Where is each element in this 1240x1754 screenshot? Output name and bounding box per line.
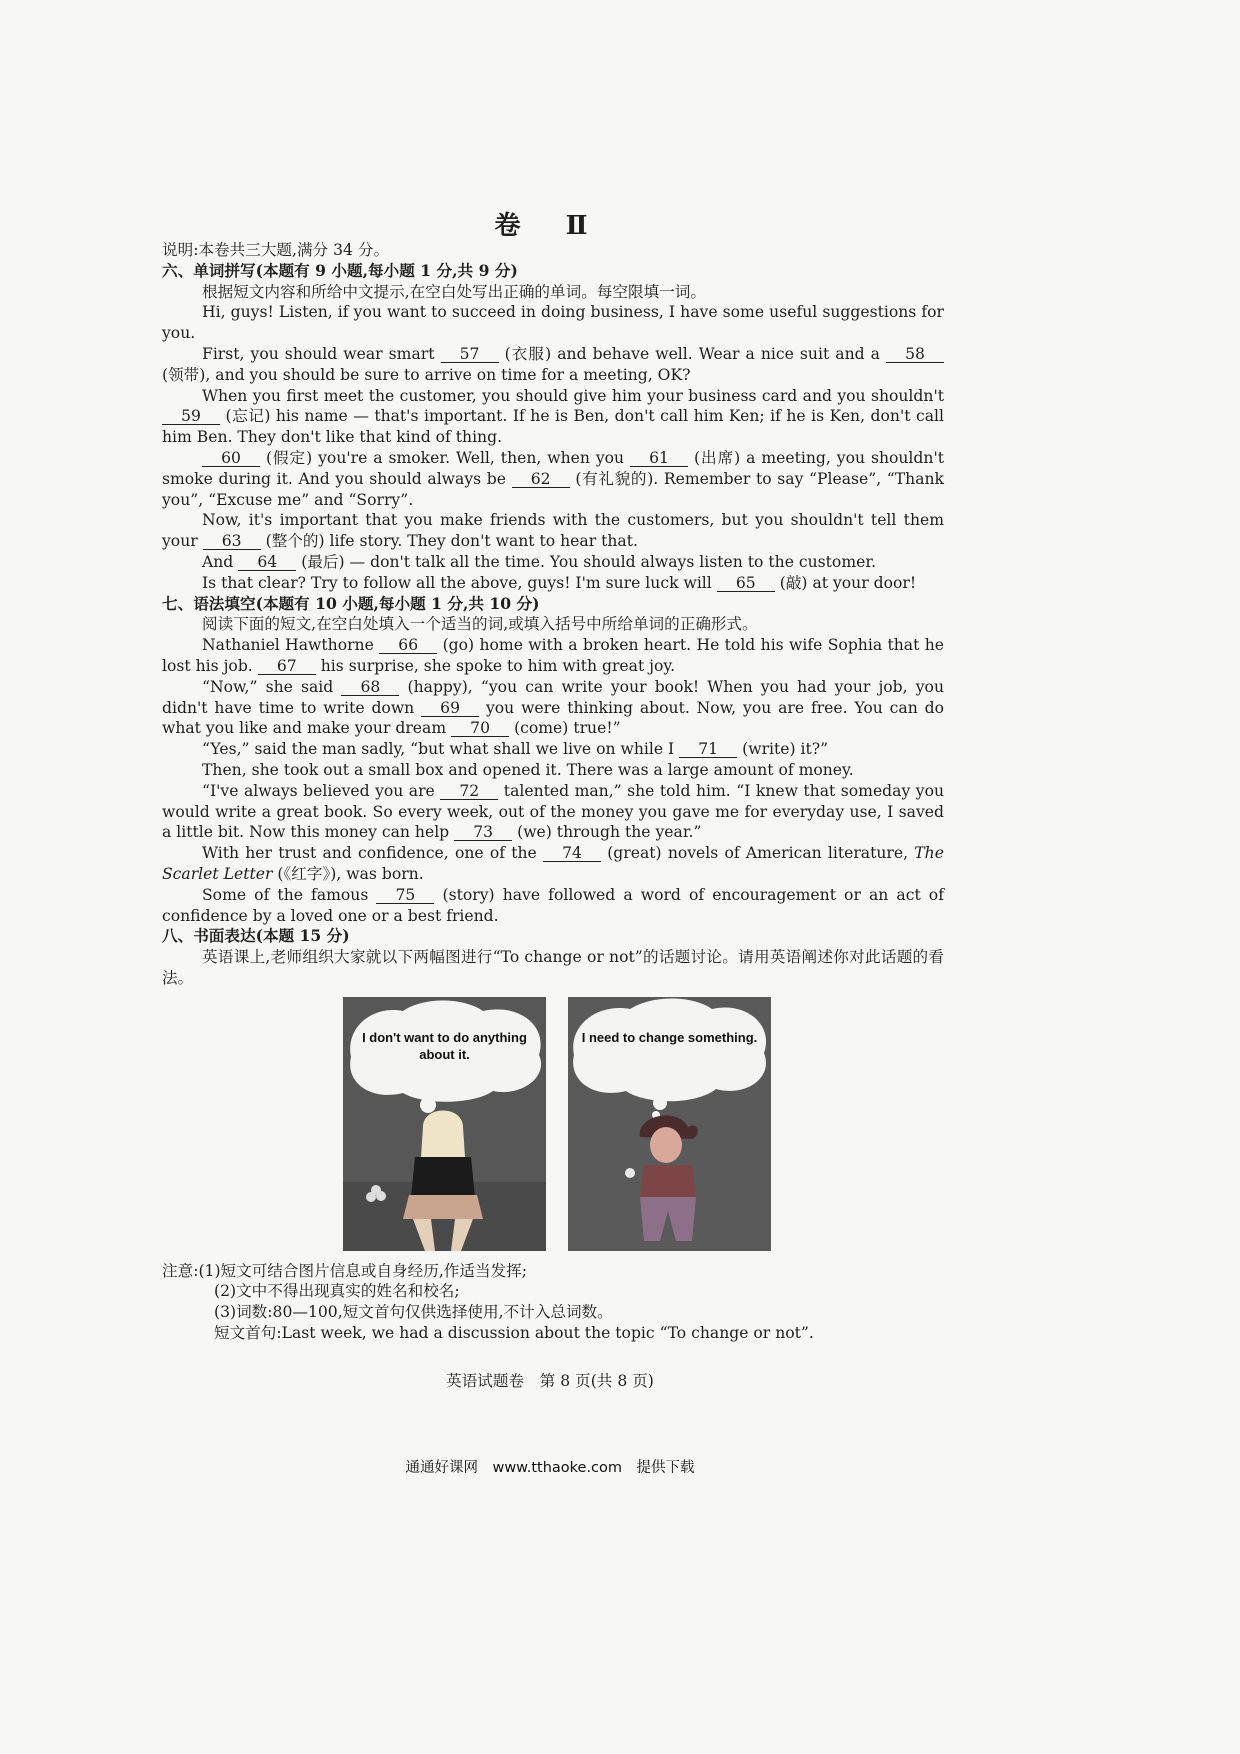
text-run: talented man,” she told him. “I knew that someday you would write a great book. So every week, out of the money you gave me for everyday use, I saved a little bit. Now this money can help	[162, 781, 944, 842]
text-run: (happy), “you can write your book! When you had your job, you didn't have time to write down	[162, 677, 944, 717]
figure-left-speech: I don't want to do anything about it.	[362, 1029, 527, 1062]
s6-paragraph-3	[162, 386, 944, 448]
s6-paragraph-6	[162, 552, 944, 573]
download-watermark: 通通好课网 www.tthaoke.com 提供下载	[405, 1460, 695, 1476]
writing-notes	[162, 1261, 944, 1344]
text-run: And	[202, 552, 234, 571]
note-2: (2)文中不得出现真实的姓名和校名;	[214, 1282, 460, 1301]
figure-right-speech: I need to change something.	[581, 1029, 758, 1045]
text-run: Is that clear? Try to follow all the above, guys! I'm sure luck will	[202, 573, 712, 592]
text-run: With her trust and confidence, one of the	[202, 844, 537, 863]
text-run: (敲) at your door!	[779, 573, 917, 592]
text-run: Now, it's important that you make friends with the customers, but you shouldn't tell them your	[162, 511, 944, 551]
s7-paragraph-4: Then, she took out a small box and opened it. There was a large amount of money.	[202, 760, 854, 779]
text-run: (最后) — don't talk all the time. You should always listen to the customer.	[301, 552, 877, 571]
writing-prompt-figures	[162, 997, 944, 1255]
text-run: Nathaniel Hawthorne	[202, 636, 374, 655]
exam-content	[162, 240, 944, 1344]
answer-blank-66[interactable]: 66	[379, 637, 437, 654]
s6-paragraph-4	[162, 448, 944, 510]
text-run: (write) it?”	[742, 740, 829, 759]
answer-blank-58[interactable]: 58	[886, 346, 944, 363]
note-3: (3)词数:80—100,短文首句仅供选择使用,不计入总词数。	[214, 1303, 613, 1322]
page-footer: 英语试题卷 第 8 页(共 8 页)	[446, 1372, 654, 1390]
answer-blank-64[interactable]: 64	[238, 554, 296, 571]
note-4: 短文首句:Last week, we had a discussion about the topic “To change or not”.	[214, 1324, 814, 1343]
text-run: Some of the famous	[202, 885, 369, 904]
answer-blank-63[interactable]: 63	[203, 533, 261, 550]
answer-blank-73[interactable]: 73	[454, 824, 512, 841]
text-run: (出席) a meeting, you shouldn't smoke during it. And you should always be	[162, 448, 944, 488]
text-run: his surprise, she spoke to him with great joy.	[320, 656, 676, 675]
paper-title: 卷 Ⅱ	[494, 211, 606, 241]
text-run: (领带), and you should be sure to arrive on time for a meeting, OK?	[162, 365, 691, 384]
section-7-instruction: 阅读下面的短文,在空白处填入一个适当的词,或填入括号中所给单词的正确形式。	[202, 615, 758, 634]
s7-paragraph-6	[162, 843, 944, 885]
text-run: (come) true!”	[514, 719, 621, 738]
section-8-heading: 八、书面表达(本题 15 分)	[162, 926, 350, 946]
answer-blank-67[interactable]: 67	[258, 658, 316, 675]
section-6-instruction: 根据短文内容和所给中文提示,在空白处写出正确的单词。每空限填一词。	[202, 282, 706, 301]
s7-paragraph-1	[162, 635, 944, 677]
text-run: When you first meet the customer, you should give him your business card and you shouldn't	[202, 386, 944, 405]
text-run: “Now,” she said	[202, 677, 334, 696]
text-run: (整个的) life story. They don't want to hear that.	[265, 532, 638, 551]
answer-blank-62[interactable]: 62	[512, 471, 570, 488]
text-run: (we) through the year.”	[517, 823, 702, 842]
text-run: (《红字》), was born.	[277, 864, 424, 883]
answer-blank-75[interactable]: 75	[376, 887, 434, 904]
figure-left-unwilling-woman	[343, 997, 546, 1251]
text-run: (great) novels of American literature,	[607, 844, 909, 863]
note-1: 注意:(1)短文可结合图片信息或自身经历,作适当发挥;	[162, 1261, 528, 1280]
book-title: The Scarlet Letter	[162, 844, 944, 883]
paper-intro: 说明:本卷共三大题,满分 34 分。	[162, 241, 390, 259]
text-run: (go) home with a broken heart. He told his wife Sophia that he lost his job.	[162, 636, 944, 675]
s6-paragraph-5	[162, 510, 944, 552]
s7-paragraph-7	[162, 885, 944, 927]
text-run: you were thinking about. Now, you are free. You can do what you like and make your dream	[162, 698, 944, 738]
answer-blank-59[interactable]: 59	[162, 408, 220, 425]
text-run: (有礼貌的). Remember to say “Please”, “Thank you”, “Excuse me” and “Sorry”.	[162, 469, 945, 509]
s6-paragraph-7	[162, 573, 944, 594]
answer-blank-74[interactable]: 74	[543, 845, 601, 862]
text-run: (忘记) his name — that's important. If he is Ben, don't call him Ken; if he is Ken, don't call him Ben. They don't like that kind of thing.	[162, 407, 944, 447]
answer-blank-71[interactable]: 71	[679, 741, 737, 758]
s7-paragraph-3	[162, 739, 944, 760]
text-run: First, you should wear smart	[202, 344, 435, 363]
s6-paragraph-1: Hi, guys! Listen, if you want to succeed in doing business, I have some useful suggestions for you.	[162, 303, 944, 343]
s6-paragraph-2	[162, 344, 944, 386]
answer-blank-57[interactable]: 57	[441, 346, 499, 363]
s7-paragraph-2	[162, 677, 944, 739]
answer-blank-70[interactable]: 70	[451, 720, 509, 737]
text-run: “I've always believed you are	[202, 781, 435, 800]
text-run: (衣服) and behave well. Wear a nice suit and a	[504, 344, 880, 363]
answer-blank-65[interactable]: 65	[717, 575, 775, 592]
answer-blank-61[interactable]: 61	[630, 450, 688, 467]
section-6-heading: 六、单词拼写(本题有 9 小题,每小题 1 分,共 9 分)	[162, 260, 518, 280]
answer-blank-60[interactable]: 60	[202, 450, 260, 467]
text-run: (story) have followed a word of encouragement or an act of confidence by a loved one or a best friend.	[162, 885, 944, 925]
text-run: (假定) you're a smoker. Well, then, when you	[265, 448, 625, 467]
text-run: “Yes,” said the man sadly, “but what shall we live on while I	[202, 740, 675, 759]
answer-blank-72[interactable]: 72	[440, 783, 498, 800]
answer-blank-69[interactable]: 69	[421, 700, 479, 717]
section-7-heading: 七、语法填空(本题有 10 小题,每小题 1 分,共 10 分)	[162, 593, 540, 613]
answer-blank-68[interactable]: 68	[341, 679, 399, 696]
s7-paragraph-5	[162, 781, 944, 843]
figure-right-changing-woman	[568, 997, 771, 1251]
section-8-instruction: 英语课上,老师组织大家就以下两幅图进行“To change or not”的话题讨论。请用英语阐述你对此话题的看法。	[162, 948, 944, 987]
